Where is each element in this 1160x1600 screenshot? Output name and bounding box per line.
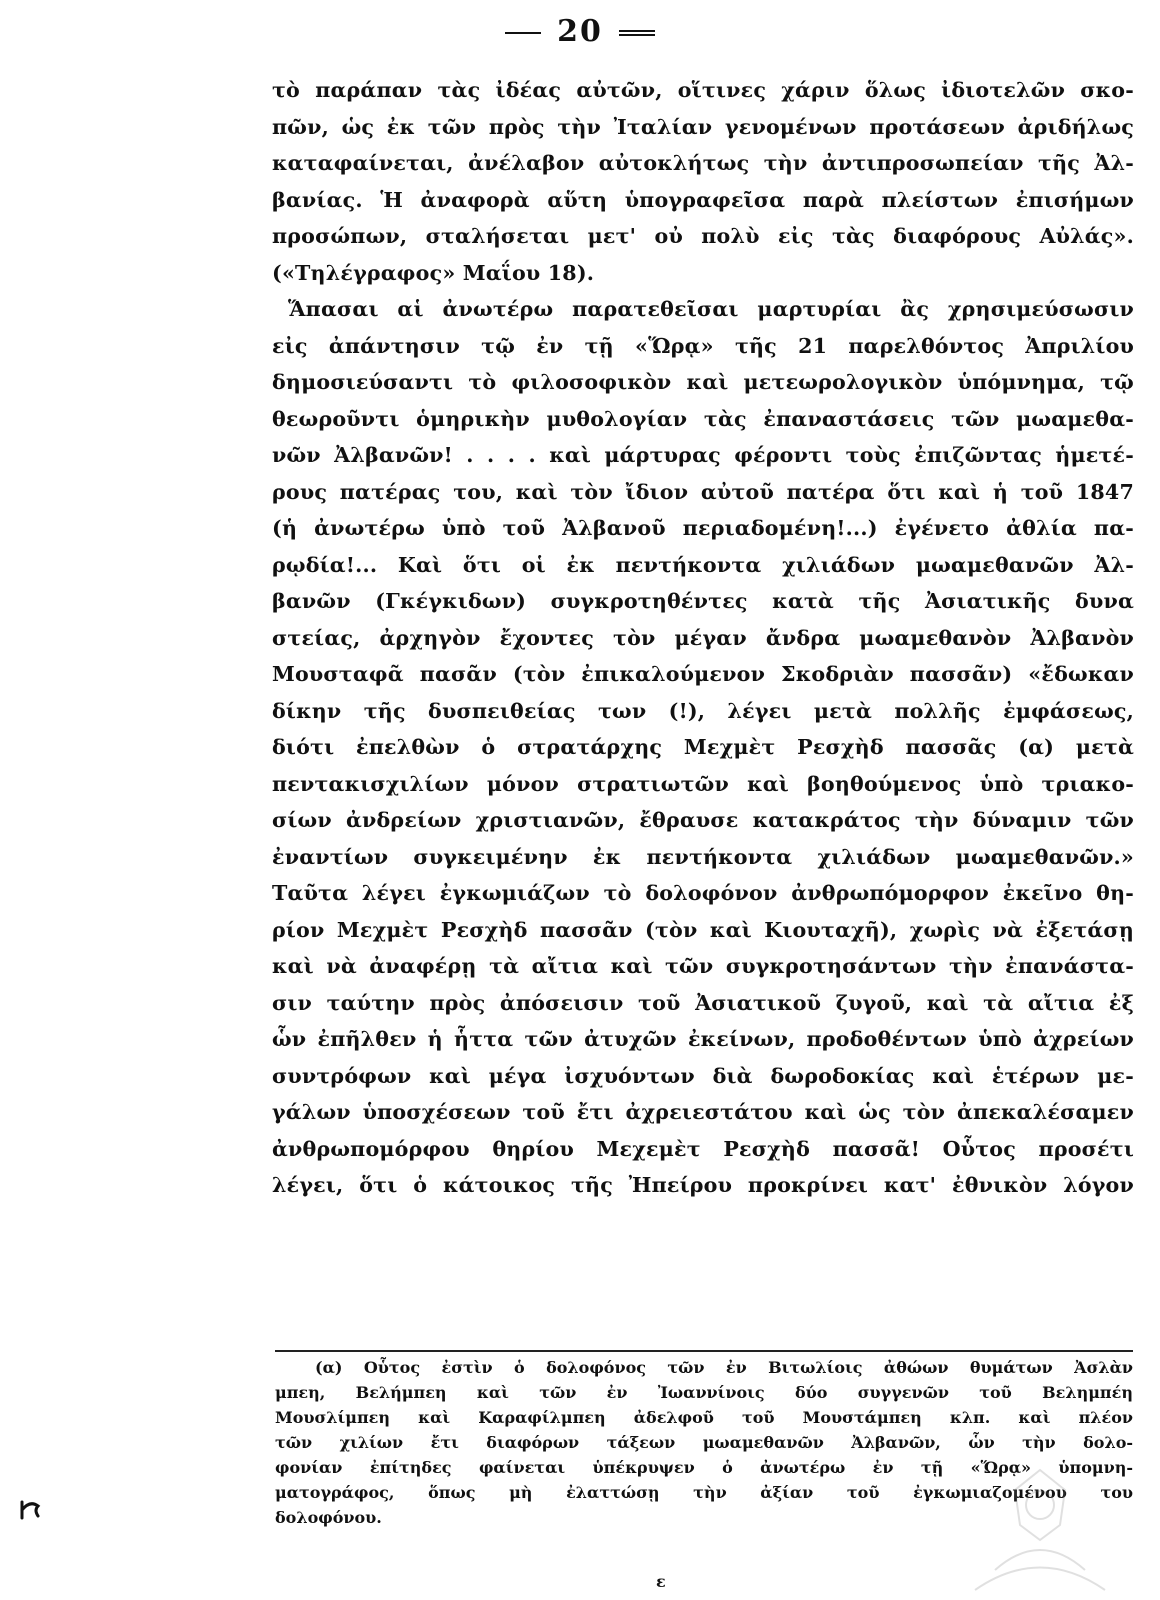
text-line: σιν ταύτην πρὸς ἀπόσεισιν τοῦ Ἀσιατικοῦ ζυγοῦ, καὶ τὰ αἴτια ἐξ bbox=[272, 990, 1134, 1015]
text-line: τὸ παράπαν τὰς ἰδέας αὐτῶν, οἵτινες χάριν ὅλως ἰδιοτελῶν σκο- bbox=[272, 78, 1134, 102]
text-line: προσώπων, σταλήσεται μετ' οὐ πολὺ εἰς τὰς διαφόρους Αὐλάς». bbox=[272, 224, 1134, 248]
text-line: βανῶν (Γκέγκιδων) συγκροτηθέντες κατὰ τῆς Ἀσιατικῆς δυνα bbox=[272, 589, 1134, 613]
text-line: Ἅπασαι αἱ ἀνωτέρω παρατεθεῖσαι μαρτυρίαι ἂς χρησιμεύσωσιν bbox=[288, 297, 1134, 321]
text-line: στείας, ἀρχηγὸν ἔχοντες τὸν μέγαν ἄνδρα μωαμεθανὸν Ἀλβανὸν bbox=[272, 625, 1134, 650]
page-header bbox=[0, 14, 1160, 49]
body-text bbox=[272, 72, 1134, 1204]
footnote-line: δολοφόνου. bbox=[275, 1508, 382, 1527]
text-line: εἰς ἀπάντησιν τῷ ἐν τῇ «Ὥρᾳ» τῆς 21 παρελθόντος Ἀπριλίου bbox=[272, 333, 1134, 358]
text-line: πῶν, ὡς ἐκ τῶν πρὸς τὴν Ἰταλίαν γενομένων προτάσεων ἀριδήλως bbox=[272, 114, 1134, 139]
text-line: ρίον Μεχμὲτ Ρεσχὴδ πασσᾶν (τὸν καὶ Κιουταχῆ), χωρὶς νὰ ἐξετάσῃ bbox=[272, 917, 1134, 942]
text-line: δημοσιεύσαντι τὸ φιλοσοφικὸν καὶ μετεωρολογικὸν ὑπόμνημα, τῷ bbox=[272, 370, 1134, 394]
signature-mark: ε bbox=[656, 1572, 666, 1591]
header-dash-right bbox=[619, 30, 655, 36]
footnote-line: (α) Οὗτος ἐστὶν ὁ δολοφόνος τῶν ἐν Βιτωλίοις ἀθώων θυμάτων Ἀσλὰν bbox=[315, 1358, 1133, 1377]
text-line: βανίας. Ἡ ἀναφορὰ αὕτη ὑπογραφεῖσα παρὰ πλείστων ἐπισήμων bbox=[272, 187, 1134, 212]
footnote-line: φονίαν ἐπίτηδες φαίνεται ὑπέκρυψεν ὁ ἀνωτέρω ἐν τῇ «Ὥρᾳ» ὑπομνη- bbox=[275, 1458, 1133, 1477]
text-line: καταφαίνεται, ἀνέλαβον αὐτοκλήτως τὴν ἀντιπροσωπείαν τῆς Ἀλ- bbox=[272, 151, 1134, 175]
text-line: (ἡ ἀνωτέρω ὑπὸ τοῦ Ἀλβανοῦ περιαδομένη!...) ἐγένετο ἀθλία πα- bbox=[272, 516, 1134, 540]
text-line: ὧν ἐπῆλθεν ἡ ἧττα τῶν ἀτυχῶν ἐκείνων, προδοθέντων ὑπὸ ἀχρείων bbox=[272, 1027, 1134, 1051]
text-line: διότι ἐπελθὼν ὁ στρατάρχης Μεχμὲτ Ρεσχὴδ πασσᾶς (α) μετὰ bbox=[272, 735, 1134, 759]
text-line: ρους πατέρας του, καὶ τὸν ἴδιον αὐτοῦ πατέρα ὅτι καὶ ἡ τοῦ 1847 bbox=[272, 479, 1134, 504]
text-line: λέγει, ὅτι ὁ κάτοικος τῆς Ἠπείρου προκρίνει κατ' ἐθνικὸν λόγον bbox=[272, 1173, 1134, 1197]
library-stamp-watermark-icon bbox=[935, 1450, 1145, 1600]
text-line: θεωροῦντι ὁμηρικὴν μυθολογίαν τὰς ἐπαναστάσεις τῶν μωαμεθα- bbox=[272, 406, 1134, 431]
text-line: δίκην τῆς δυσπειθείας των (!), λέγει μετὰ πολλῆς ἐμφάσεως, bbox=[272, 698, 1134, 723]
text-line: ἐναντίων συγκειμένην ἐκ πεντήκοντα χιλιάδων μωαμεθανῶν.» bbox=[272, 844, 1134, 869]
text-line: Ταῦτα λέγει ἐγκωμιάζων τὸ δολοφόνον ἀνθρωπόμορφον ἐκεῖνο θη- bbox=[272, 881, 1134, 905]
footnote-line: ματογράφος, ὅπως μὴ ἐλαττώσῃ τὴν ἀξίαν τοῦ ἐγκωμιαζομένου του bbox=[275, 1483, 1133, 1502]
page-number: 20 bbox=[557, 14, 603, 49]
text-line: ρῳδία!... Καὶ ὅτι οἱ ἐκ πεντήκοντα χιλιάδων μωαμεθανῶν Ἀλ- bbox=[272, 552, 1134, 577]
text-line: σίων ἀνδρείων χριστιανῶν, ἔθραυσε κατακράτος τὴν δύναμιν τῶν bbox=[272, 808, 1134, 832]
text-line: καὶ νὰ ἀναφέρῃ τὰ αἴτια καὶ τῶν συγκροτησάντων τὴν ἐπανάστα- bbox=[272, 954, 1134, 978]
page-corner-mark-icon bbox=[18, 1498, 42, 1522]
text-line: ἀνθρωπομόρφου θηρίου Μεχεμὲτ Ρεσχὴδ πασσᾶ! Οὗτος προσέτι bbox=[272, 1136, 1134, 1161]
footnote-line: τῶν χιλίων ἔτι διαφόρων τάξεων μωαμεθανῶν Ἀλβανῶν, ὧν τὴν δολο- bbox=[275, 1433, 1133, 1452]
text-line: Μουσταφᾶ πασᾶν (τὸν ἐπικαλούμενον Σκοδριὰν πασσᾶν) «ἔδωκαν bbox=[272, 662, 1134, 686]
footnote-line: Μουσλίμπεη καὶ Καραφίλμπεη ἀδελφοῦ τοῦ Μουστάμπεη κλπ. καὶ πλέον bbox=[275, 1408, 1133, 1427]
header-dash-left bbox=[505, 32, 541, 34]
footnote-line: μπεη, Βελήμπεη καὶ τῶν ἐν Ἰωαννίνοις δύο συγγενῶν τοῦ Βελημπέη bbox=[275, 1383, 1133, 1402]
footnote-divider bbox=[275, 1350, 1133, 1352]
text-line: πεντακισχιλίων μόνον στρατιωτῶν καὶ βοηθούμενος ὑπὸ τριακο- bbox=[272, 771, 1134, 796]
text-line: («Τηλέγραφος» Μαΐου 18). bbox=[272, 260, 595, 285]
text-line: συντρόφων καὶ μέγα ἰσχυόντων διὰ δωροδοκίας καὶ ἑτέρων με- bbox=[272, 1063, 1134, 1088]
text-line: γάλων ὑποσχέσεων τοῦ ἔτι ἀχρειεστάτου καὶ ὡς τὸν ἀπεκαλέσαμεν bbox=[272, 1100, 1134, 1124]
text-line: νῶν Ἀλβανῶν! . . . . καὶ μάρτυρας φέροντι τοὺς ἐπιζῶντας ἡμετέ- bbox=[272, 443, 1134, 467]
